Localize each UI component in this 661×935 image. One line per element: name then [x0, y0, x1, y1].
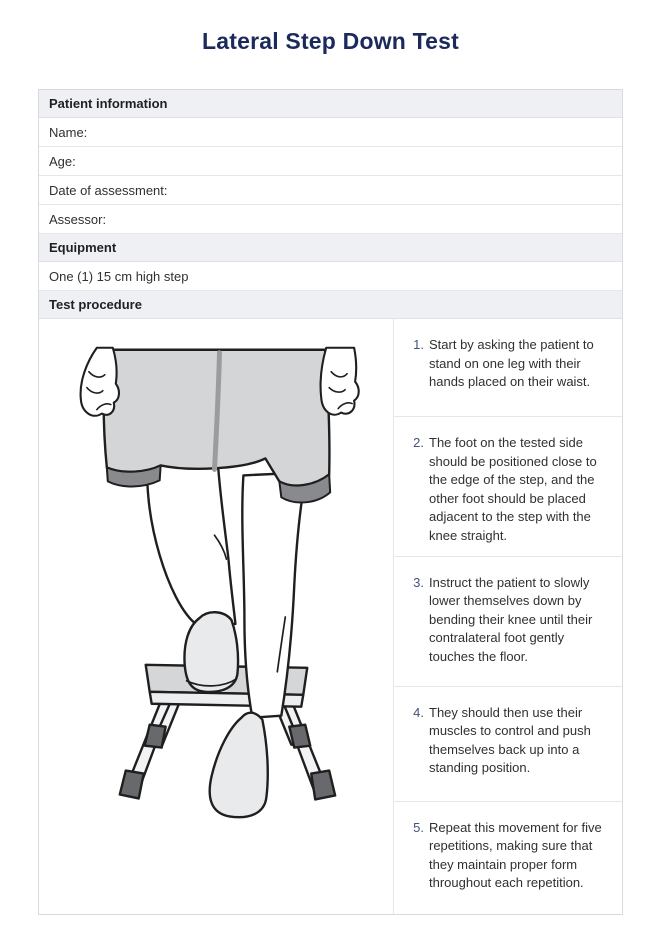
step-number: 1.	[413, 337, 424, 352]
section-header-equipment: Equipment	[39, 234, 622, 262]
procedure-steps-list	[394, 319, 622, 914]
field-label-assessor: Assessor:	[49, 212, 107, 227]
step-number: 4.	[413, 704, 424, 720]
procedure-step-1	[394, 319, 622, 417]
procedure-figure	[39, 319, 394, 914]
left-leg	[147, 455, 238, 691]
step-number: 5.	[413, 819, 424, 835]
equipment-item: One (1) 15 cm high step	[49, 269, 189, 284]
field-row-name	[39, 118, 622, 147]
step-number: 2.	[413, 435, 424, 450]
step-number: 3.	[413, 574, 424, 590]
procedure-step-2	[394, 417, 622, 557]
equipment-item-row	[39, 262, 622, 291]
section-header-patient-information: Patient information	[39, 90, 622, 118]
field-row-assessor	[39, 205, 622, 234]
procedure-step-3	[394, 557, 622, 687]
field-row-date-of-assessment	[39, 176, 622, 205]
step-text: Instruct the patient to slowly lower themselves down by bending their knee until their contralateral foot gently touches the floor.	[429, 574, 593, 664]
field-value-age[interactable]	[82, 154, 612, 169]
field-value-name[interactable]	[93, 125, 612, 140]
procedure-step-4	[394, 687, 622, 802]
test-procedure-content	[39, 319, 622, 914]
test-form-table	[38, 89, 623, 915]
left-hand	[81, 348, 119, 416]
step-text: They should then use their muscles to control and push themselves back up into a standing position.	[429, 704, 591, 776]
step-text: Repeat this movement for five repetitions, making sure that they maintain proper form throughout each repetition.	[429, 819, 602, 891]
procedure-step-5	[394, 802, 622, 914]
field-value-date-of-assessment[interactable]	[174, 183, 613, 198]
field-label-name: Name:	[49, 125, 88, 140]
right-hand	[321, 348, 359, 415]
field-row-age	[39, 147, 622, 176]
section-header-test-procedure: Test procedure	[39, 291, 622, 319]
field-value-assessor[interactable]	[112, 212, 612, 227]
step-down-illustration	[39, 319, 393, 907]
step-text: Start by asking the patient to stand on one leg with their hands placed on their waist.	[429, 337, 594, 390]
step-text: The foot on the tested side should be positioned close to the edge of the step, and the other foot should be placed adjacent to the step with the knee straight.	[429, 435, 597, 543]
field-label-age: Age:	[49, 154, 76, 169]
page-title: Lateral Step Down Test	[201, 28, 460, 54]
field-label-date-of-assessment: Date of assessment:	[49, 183, 168, 198]
